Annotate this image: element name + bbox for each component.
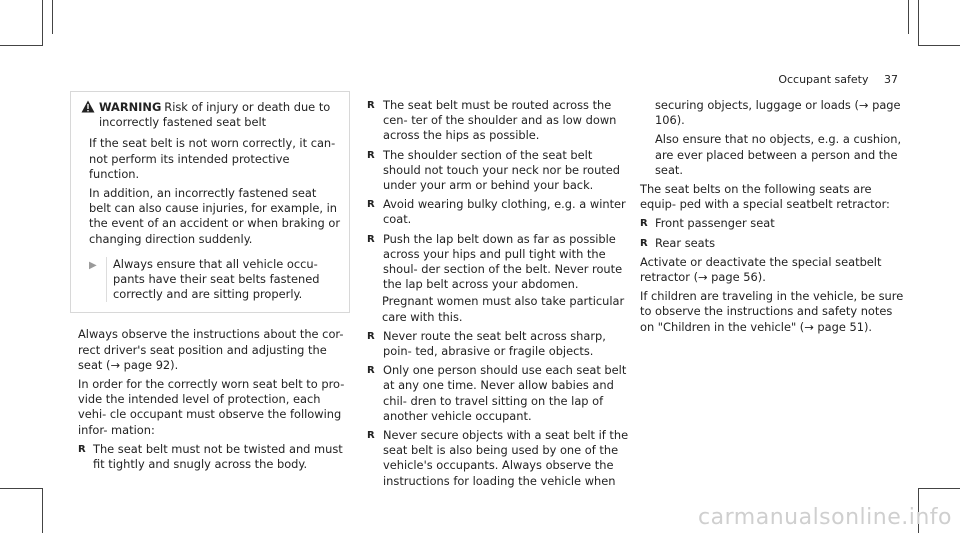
list-item: R Front passenger seat bbox=[640, 216, 775, 231]
list-item: R The seat belt must not be twisted and must fit tightly and snugly across the body. bbox=[78, 441, 343, 472]
bullet-icon: R bbox=[367, 365, 375, 377]
warning-action-text: Always ensure that all vehicle occu- pants have their seat belts fastened correctly and are sitting properly. bbox=[106, 257, 341, 303]
section-title: Occupant safety bbox=[778, 73, 869, 86]
paragraph: In order for the correctly worn seat belt to pro- vide the intended level of protection, each vehi- cle occupant must observe the following infor- mation: bbox=[78, 377, 345, 437]
paragraph: The seat belts on the following seats are equip- ped with a special seatbelt retractor: bbox=[640, 182, 890, 212]
bullet-list bbox=[367, 98, 629, 292]
list-item: R Avoid wearing bulky clothing, e.g. a winter coat. bbox=[367, 197, 626, 227]
list-item: R The seat belt must be routed across the cen- ter of the shoulder and as low down across the hips as possible. bbox=[367, 98, 617, 143]
bullet-list bbox=[367, 329, 629, 489]
column-right bbox=[640, 98, 905, 339]
crop-mark bbox=[42, 488, 43, 533]
list-item: R Never secure objects with a seat belt if the seat belt is also being used by one of the vehicle's occupants. Always observe the instructions for loading the vehicle when bbox=[367, 428, 629, 488]
bullet-icon: R bbox=[78, 443, 86, 455]
column-left bbox=[78, 98, 350, 476]
list-item: R Push the lap belt down as far as possible across your hips and pull tight with the shoul- der section of the belt. Never route the lap belt across your abdomen. bbox=[367, 231, 623, 292]
crop-mark bbox=[908, 0, 909, 34]
continued-text: Also ensure that no objects, e.g. a cushion, are ever placed between a person and the seat. bbox=[655, 132, 902, 177]
warning-action bbox=[79, 257, 341, 303]
warning-triangle-icon bbox=[81, 100, 99, 130]
warning-label: WARNING bbox=[99, 100, 162, 114]
bullet-icon: R bbox=[640, 218, 648, 230]
bullet-icon: R bbox=[640, 237, 648, 249]
crop-mark bbox=[0, 45, 42, 46]
bullet-icon: R bbox=[367, 330, 375, 342]
crop-mark bbox=[918, 45, 960, 46]
crop-mark bbox=[918, 488, 960, 489]
warning-box bbox=[70, 91, 350, 313]
warning-paragraph: If the seat belt is not worn correctly, it can- not perform its intended protective function. bbox=[89, 136, 336, 181]
crop-mark bbox=[52, 0, 53, 34]
list-item: R The shoulder section of the seat belt should not touch your neck nor be routed under your arm or behind your back. bbox=[367, 147, 621, 193]
bullet-icon: R bbox=[367, 430, 375, 442]
warning-heading bbox=[79, 100, 341, 130]
pregnant-note: Pregnant women must also take particular care with this. bbox=[382, 294, 625, 324]
bullet-list bbox=[640, 216, 905, 250]
paragraph: Always observe the instructions about the cor- rect driver's seat position and adjusting the seat (→ page 92). bbox=[78, 327, 344, 372]
bullet-icon: R bbox=[367, 149, 375, 161]
bullet-icon: R bbox=[367, 100, 375, 111]
list-item: R Only one person should use each seat belt at any one time. Never allow babies and chil- dren to travel sitting on the lap of another vehicle occupant. bbox=[367, 363, 627, 423]
page-header bbox=[778, 72, 898, 87]
paragraph: Activate or deactivate the special seatbelt retractor (→ page 56). bbox=[640, 254, 882, 285]
warning-title-line2: incorrectly fastened seat belt bbox=[99, 115, 267, 130]
list-item: R Rear seats bbox=[640, 235, 716, 250]
paragraph: If children are traveling in the vehicle, be sure to observe the instructions and safety notes on "Children in the vehicle" (→ page 51). bbox=[640, 289, 904, 334]
crop-mark bbox=[918, 0, 919, 46]
list-item: R Never route the seat belt across sharp, poin- ted, abrasive or fragile objects. bbox=[367, 328, 606, 359]
warning-title: Risk of injury or death due to bbox=[164, 100, 331, 114]
warning-paragraph: In addition, an incorrectly fastened seat belt can also cause injuries, for example, in the event of an accident or when braking or changing direction suddenly. bbox=[89, 186, 341, 246]
bullet-icon: R bbox=[367, 233, 375, 245]
crop-mark bbox=[0, 488, 42, 489]
watermark: carmanualsonline.info bbox=[698, 504, 952, 530]
column-middle bbox=[367, 98, 629, 493]
bullet-icon: R bbox=[367, 199, 375, 211]
action-arrow-icon: ▶ bbox=[89, 259, 97, 271]
continued-text: securing objects, luggage or loads (→ page 106). bbox=[655, 98, 901, 128]
bullet-list bbox=[78, 442, 350, 472]
page-number: 37 bbox=[884, 73, 898, 86]
crop-mark bbox=[42, 0, 43, 46]
